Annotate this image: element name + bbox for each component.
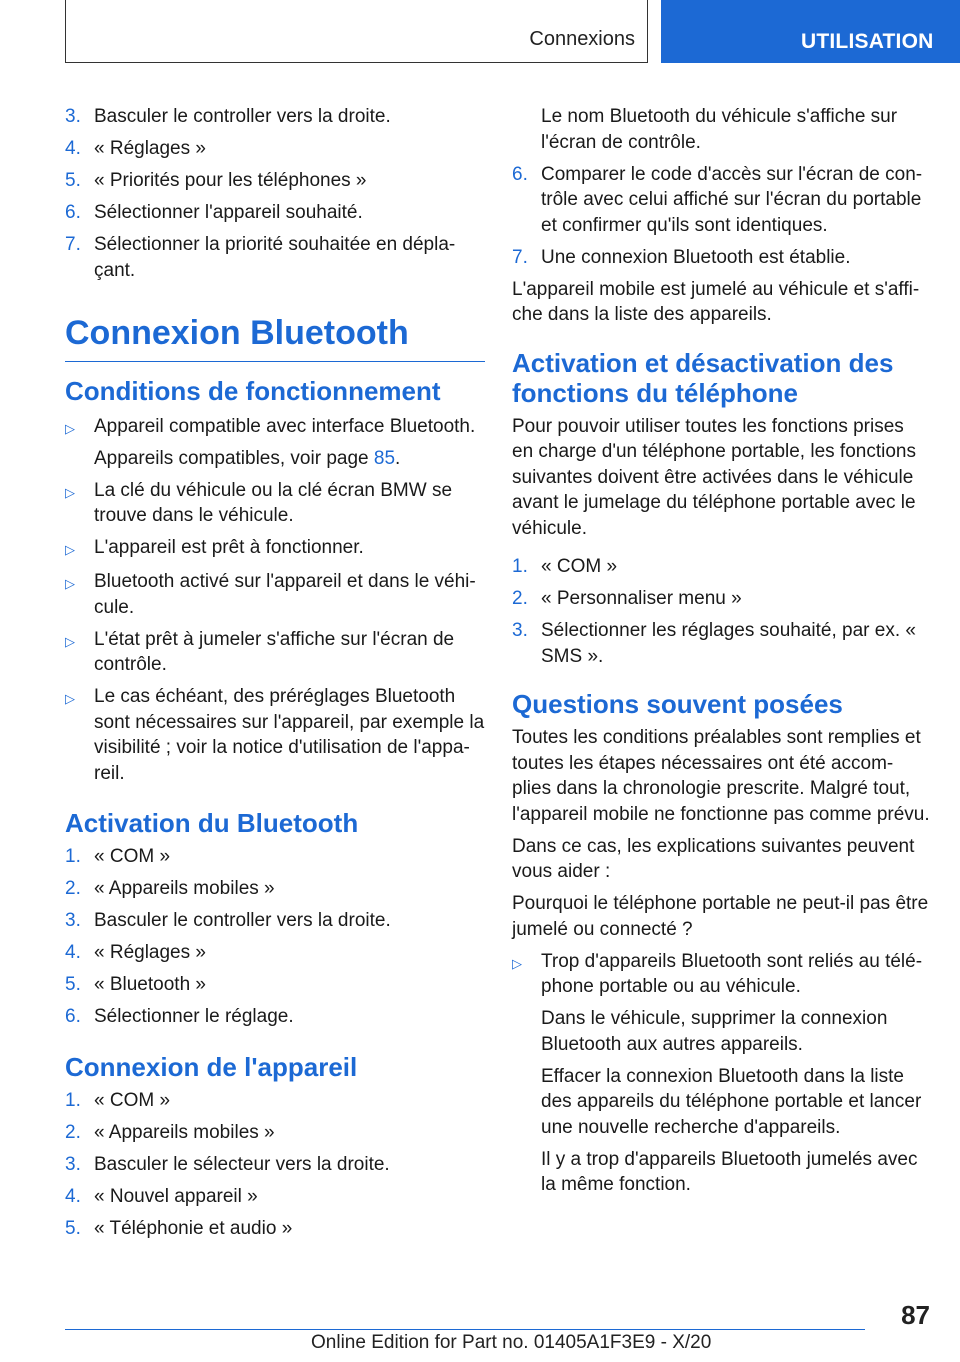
step-number: 3.: [65, 106, 81, 127]
step-number: 5.: [65, 974, 81, 995]
bullet-subtext: Dans le véhicule, supprimer la connexion Bluetooth aux autres appareils.: [541, 1008, 888, 1055]
list-item: [65, 684, 485, 786]
left-column: [65, 104, 485, 1248]
bullet-subtext: Effacer la connexion Bluetooth dans la liste des appareils du téléphone portable et lancer une nouvelle recherche d'appareils.: [541, 1065, 922, 1138]
intro-steps: [65, 104, 485, 283]
list-item: [65, 104, 485, 130]
paragraph: Toutes les conditions préalables sont remplies et toutes les étapes nécessaires ont été accom‐ plies dans la chronologie prescrite. Malgré tout, l'appareil mobile ne fonctionne pas comme prévu.: [512, 727, 930, 825]
list-item: [65, 136, 485, 162]
step-number: 1.: [65, 846, 81, 867]
paragraph: Dans ce cas, les explications suivantes peuvent vous aider :: [512, 835, 915, 882]
triangle-bullet-icon: ▷: [65, 633, 75, 649]
step-text: Sélectionner l'appareil souhaité.: [94, 202, 363, 223]
list-item: [65, 1216, 485, 1242]
step-number: 2.: [65, 1121, 81, 1143]
list-item: [65, 1120, 485, 1146]
step-number: 5.: [65, 170, 81, 191]
list-item: [65, 569, 485, 620]
bullet-text: L'appareil est prêt à fonctionner.: [94, 537, 364, 558]
step-text: Basculer le controller vers la droite.: [94, 106, 391, 127]
step-text: « Bluetooth »: [94, 974, 206, 995]
list-item: [65, 940, 485, 966]
step-text: Basculer le controller vers la droite.: [94, 910, 391, 931]
step-number: 3.: [65, 910, 81, 931]
footer-rule: [65, 1329, 865, 1330]
bullet-subtext: [94, 446, 485, 472]
list-item: [65, 908, 485, 934]
section-title-activation: Activation du Bluetooth: [65, 808, 359, 838]
step-number: 2.: [512, 588, 528, 609]
step-number: 7.: [512, 246, 528, 268]
bullet-text: La clé du véhicule ou la clé écran BMW se trouve dans le véhicule.: [94, 479, 453, 526]
faq-question: Pourquoi le téléphone portable ne peut-il pas être jumelé ou connecté ?: [512, 893, 929, 940]
list-item: [65, 200, 485, 226]
list-item: [65, 232, 485, 283]
triangle-bullet-icon: ▷: [65, 484, 75, 500]
header-section-title: Connexions: [529, 28, 635, 50]
list-item: [65, 1152, 485, 1178]
list-item: [65, 478, 485, 529]
step-text: « Appareils mobiles »: [94, 1121, 275, 1143]
step-text: « Nouvel appareil »: [94, 1185, 258, 1207]
section-title-connexion: Connexion de l'appareil: [65, 1051, 358, 1082]
chapter-heading-wrap: [65, 313, 485, 362]
bullet-text: Bluetooth activé sur l'appareil et dans le véhi‐ cule.: [94, 571, 476, 618]
list-item: [512, 162, 930, 239]
step-number: 4.: [65, 138, 81, 159]
step-text: Une connexion Bluetooth est établie.: [541, 246, 851, 268]
step-number: 7.: [65, 234, 81, 255]
triangle-bullet-icon: ▷: [65, 691, 75, 706]
bullet-text: L'état prêt à jumeler s'affiche sur l'écran de contrôle.: [94, 628, 455, 675]
step-text: « COM »: [94, 1089, 171, 1111]
step-number: 6.: [65, 202, 81, 223]
step-text: Sélectionner la priorité souhaitée en dépla‐ çant.: [94, 234, 456, 281]
triangle-bullet-icon: ▷: [512, 955, 522, 971]
continued-step-text: Le nom Bluetooth du véhicule s'affiche sur l'écran de contrôle.: [541, 106, 898, 153]
subtext-prefix: Appareils compatibles, voir page: [94, 447, 374, 469]
step-text: Sélectionner les réglages souhaité, par ex. « SMS ».: [541, 620, 916, 667]
section-title-faq: Questions souvent posées: [512, 689, 843, 719]
chapter-title: Connexion Bluetooth: [65, 314, 409, 352]
step-number: 6.: [65, 1006, 81, 1027]
list-item: [512, 586, 930, 612]
step-text: Comparer le code d'accès sur l'écran de con‐ trôle avec celui affiché sur l'écran du portable et confirmer qu'ils sont identiques.: [541, 163, 923, 236]
list-item: [65, 627, 485, 678]
step-text: « Appareils mobiles »: [94, 878, 275, 899]
connexion-steps: [65, 1088, 485, 1242]
header-tab-utilisation: UTILISATION: [661, 0, 960, 63]
list-item: [512, 949, 930, 1000]
activation-steps: [65, 844, 485, 1030]
bullet-subtext: Il y a trop d'appareils Bluetooth jumelés avec la même fonction.: [541, 1148, 918, 1195]
step-text: « COM »: [541, 556, 618, 577]
footer-edition: Online Edition for Part no. 01405A1F3E9 - X/20: [311, 1332, 712, 1353]
step-text: « Priorités pour les téléphones »: [94, 170, 367, 191]
step-text: Sélectionner le réglage.: [94, 1006, 294, 1027]
list-item: [65, 972, 485, 998]
step-number: 3.: [512, 620, 528, 641]
step-text: « COM »: [94, 846, 171, 867]
list-item: [512, 245, 930, 271]
list-item: [65, 1184, 485, 1210]
step-number: 5.: [65, 1217, 81, 1239]
paragraph: Pour pouvoir utiliser toutes les fonctions prises en charge d'un téléphone portable, les fonctions suivantes doivent être activées dans le véhicule avant le jumelage du téléphone portable avec le véhicule.: [512, 415, 916, 539]
page-reference-link[interactable]: 85: [373, 447, 396, 469]
subtext-suffix: .: [395, 447, 401, 469]
list-item: [65, 844, 485, 870]
bullet-text: Appareil compatible avec interface Bluetooth.: [94, 416, 476, 437]
triangle-bullet-icon: ▷: [65, 421, 75, 436]
step-number: 1.: [512, 556, 528, 577]
triangle-bullet-icon: ▷: [65, 576, 75, 591]
right-column: [512, 104, 930, 1204]
step-text: « Réglages »: [94, 138, 206, 159]
step-text: « Réglages »: [94, 942, 206, 963]
bullet-text: Trop d'appareils Bluetooth sont reliés au télé‐ phone portable ou au véhicule.: [541, 950, 923, 997]
section-title-conditions: Conditions de fonctionnement: [65, 376, 441, 406]
conditions-list: [65, 414, 485, 786]
list-item: [512, 618, 930, 669]
bullet-text: Le cas échéant, des préréglages Bluetooth sont nécessaires sur l'appareil, par exemple la visibilité ; voir la notice d'utilisation de l'appa‐ reil.: [94, 686, 485, 784]
step-number: 2.: [65, 878, 81, 899]
paragraph: L'appareil mobile est jumelé au véhicule et s'affi‐ che dans la liste des appareils.: [512, 278, 920, 325]
step-number: 4.: [65, 1185, 81, 1207]
functions-steps: [512, 554, 930, 669]
step-number: 1.: [65, 1089, 81, 1111]
page-number: 87: [901, 1300, 930, 1330]
triangle-bullet-icon: ▷: [65, 542, 75, 557]
step-number: 3.: [65, 1153, 81, 1175]
step-text: Basculer le sélecteur vers la droite.: [94, 1153, 390, 1175]
section-title-functions: Activation et désactivation des fonctions du téléphone: [512, 347, 894, 408]
step-text: « Personnaliser menu »: [541, 588, 742, 609]
step-number: 4.: [65, 942, 81, 963]
list-item: [65, 535, 485, 563]
step-number: 6.: [512, 163, 528, 185]
list-item: [65, 876, 485, 902]
list-item: [65, 1004, 485, 1030]
list-item: [512, 554, 930, 580]
list-item: [65, 168, 485, 194]
step-text: « Téléphonie et audio »: [94, 1217, 293, 1239]
list-item: [65, 414, 485, 442]
list-item: [65, 1088, 485, 1114]
